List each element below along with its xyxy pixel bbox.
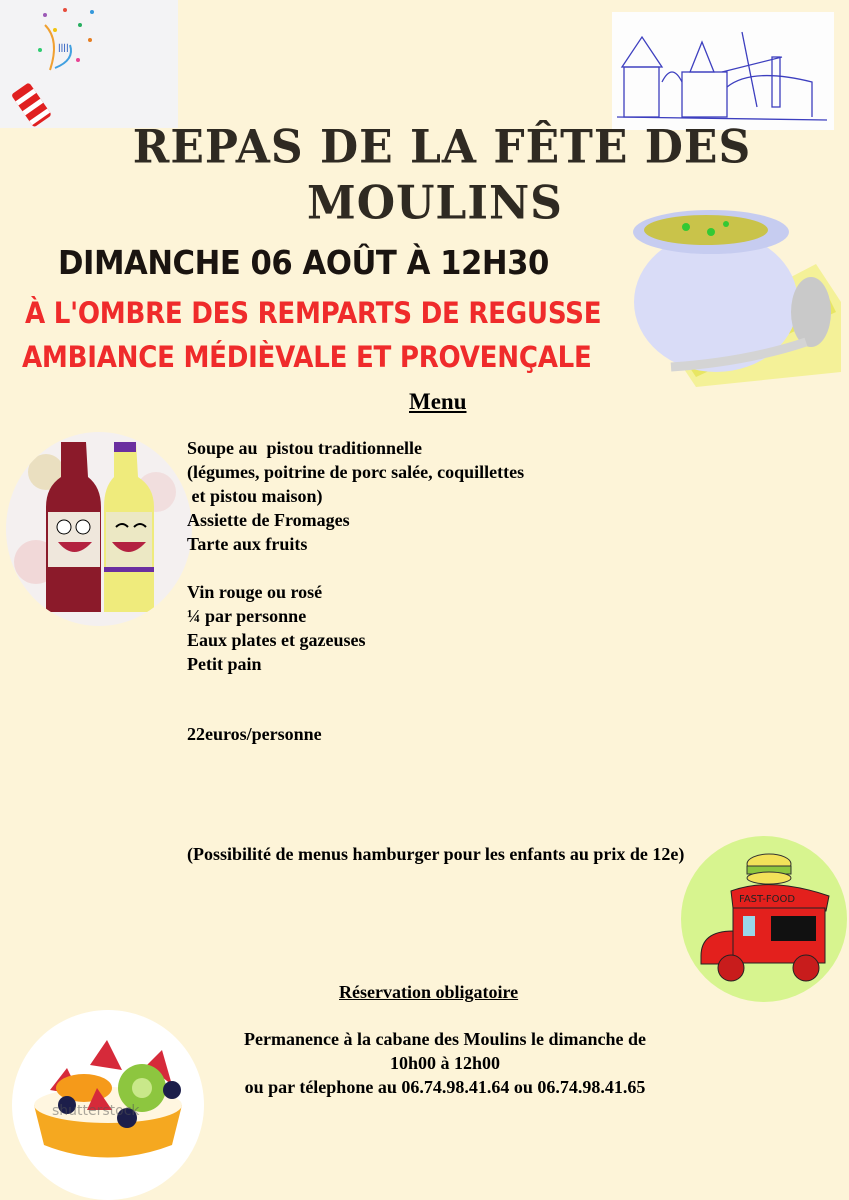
- svg-text:ꟾꟾꟾꟾ: ꟾꟾꟾꟾ: [58, 45, 69, 55]
- menu-heading: Menu: [409, 389, 467, 414]
- menu-item: Tarte aux fruits: [187, 534, 308, 554]
- svg-text:FAST-FOOD: FAST-FOOD: [739, 894, 796, 905]
- soup-tureen-image: [626, 192, 848, 392]
- page-title-line2: MOULINS: [307, 176, 563, 231]
- party-popper-image: [0, 0, 178, 128]
- menu-item: Eaux plates et gazeuses: [187, 630, 366, 650]
- reservation-hours: 10h00 à 12h00: [389, 1053, 501, 1073]
- fruit-tart-icon: [12, 1010, 204, 1200]
- menu-item: Vin rouge ou rosé: [187, 582, 323, 602]
- food-truck-icon: [681, 836, 847, 1002]
- event-date: DIMANCHE 06 AOÛT À 12H30: [58, 243, 549, 282]
- menu-item: Petit pain: [187, 654, 262, 674]
- windmill-icon: [612, 12, 834, 130]
- page-title-line1: REPAS DE LA FÊTE DES: [132, 120, 752, 175]
- event-location: À L'OMBRE DES REMPARTS DE REGUSSE: [25, 296, 602, 330]
- kids-menu-note: (Possibilité de menus hamburger pour les enfants au prix de 12e): [187, 844, 685, 864]
- menu-items-list: [187, 436, 524, 676]
- menu-item: Assiette de Fromages: [187, 510, 350, 530]
- fruit-tart-image: [12, 1010, 204, 1200]
- wine-bottles-icon: [6, 432, 192, 626]
- reservation-heading: Réservation obligatoire: [339, 982, 519, 1002]
- menu-price: 22euros/personne: [187, 724, 322, 744]
- reservation-line: Permanence à la cabane des Moulins le dimanche de: [244, 1029, 646, 1049]
- reservation-phone: ou par télephone au 06.74.98.41.64 ou 06.74.98.41.65: [244, 1077, 646, 1097]
- reservation-details: [195, 1027, 695, 1099]
- party-popper-icon: [0, 0, 178, 128]
- wine-bottles-image: [6, 432, 192, 626]
- food-truck-image: [681, 836, 847, 1002]
- menu-item: (légumes, poitrine de porc salée, coquillettes: [187, 462, 525, 482]
- menu-item: et pistou maison): [187, 486, 323, 506]
- menu-item: Soupe au pistou traditionnelle: [187, 438, 423, 458]
- menu-item-spacer: [187, 556, 524, 580]
- soup-tureen-icon: [626, 192, 848, 392]
- event-ambiance: AMBIANCE MÉDIÈVALE ET PROVENÇALE: [22, 340, 592, 374]
- windmill-image: [612, 12, 834, 130]
- menu-item: ¼ par personne: [187, 606, 307, 626]
- svg-text:shutterstock: shutterstock: [52, 1103, 140, 1119]
